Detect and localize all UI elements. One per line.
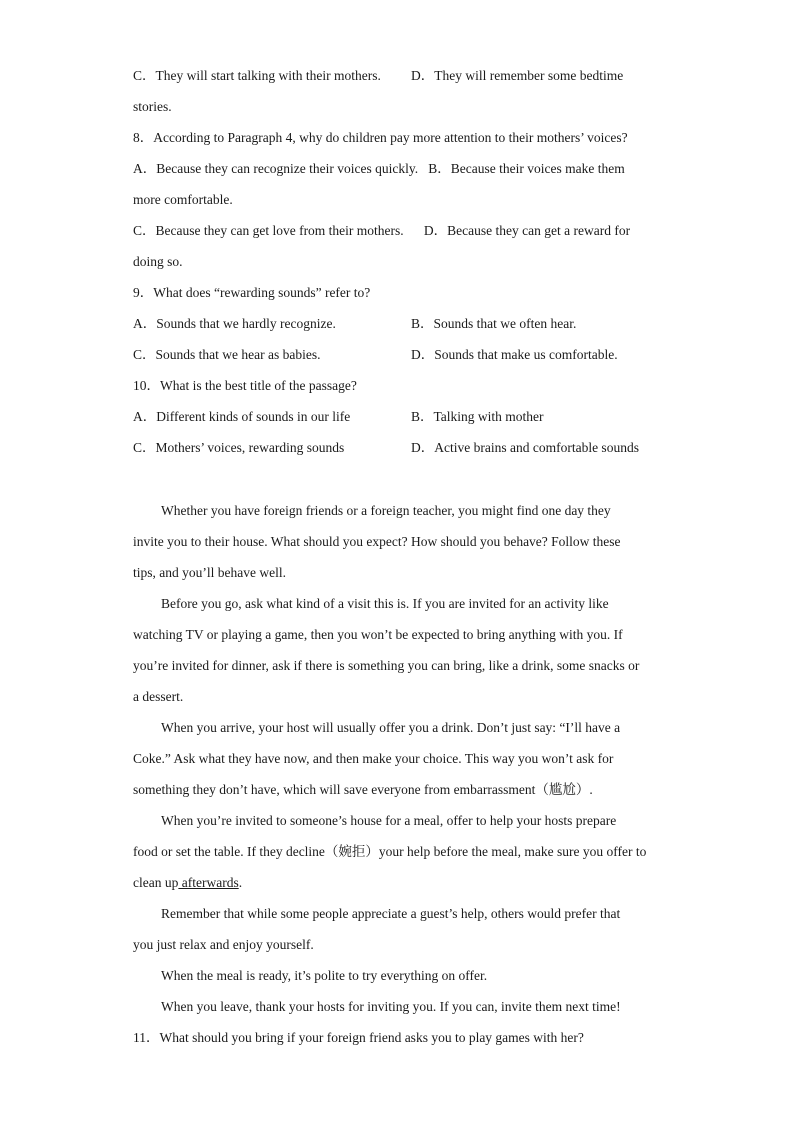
q8-option-b[interactable]: B．Because their voices make them (428, 161, 625, 176)
passage-p4-prefix: clean up (133, 875, 179, 890)
q9-options-ab (133, 308, 663, 339)
q8-option-a[interactable]: A．Because they can recognize their voices quickly. (133, 161, 419, 176)
q10-option-c[interactable]: C．Mothers’ voices, rewarding sounds (133, 440, 345, 455)
q8-option-d-cont: doing so. (133, 254, 183, 269)
section-gap (133, 463, 663, 495)
q9-question: 9．What does “rewarding sounds” refer to? (133, 285, 371, 300)
passage-p5-line: you just relax and enjoy yourself. (133, 937, 314, 952)
passage-p3-line: something they don’t have, which will save everyone from embarrassment（尴尬）. (133, 782, 593, 797)
q11-question: 11．What should you bring if your foreign friend asks you to play games with her? (133, 1030, 584, 1045)
passage-p1-line: tips, and you’ll behave well. (133, 565, 286, 580)
underlined-word-afterwards: afterwards (178, 875, 239, 890)
document-page (133, 60, 663, 1053)
passage-p4-suffix: . (238, 875, 243, 890)
passage-p2-line: a dessert. (133, 689, 184, 704)
passage-p5-line: Remember that while some people appreciate a guest’s help, others would prefer that (161, 906, 621, 921)
q10-options-cd (133, 432, 663, 463)
passage-p4-line: When you’re invited to someone’s house for a meal, offer to help your hosts prepare (161, 813, 617, 828)
q7-option-d-cont: stories. (133, 99, 172, 114)
passage (133, 495, 663, 1022)
passage-p2-line: Before you go, ask what kind of a visit this is. If you are invited for an activity like (161, 596, 609, 611)
q7-option-d[interactable]: D．They will remember some bedtime (411, 68, 624, 83)
q10-options-ab (133, 401, 663, 432)
q7-options-cd (133, 60, 663, 91)
passage-p6-line: When the meal is ready, it’s polite to try everything on offer. (161, 968, 488, 983)
q10-option-a[interactable]: A．Different kinds of sounds in our life (133, 409, 351, 424)
q9-option-a[interactable]: A．Sounds that we hardly recognize. (133, 316, 336, 331)
q8-options-ab (133, 153, 663, 184)
q9-option-d[interactable]: D．Sounds that make us comfortable. (411, 347, 618, 362)
passage-p2-line: you’re invited for dinner, ask if there is something you can bring, like a drink, some snacks or (133, 658, 640, 673)
q10-option-d[interactable]: D．Active brains and comfortable sounds (411, 440, 639, 455)
q8-option-d[interactable]: D．Because they can get a reward for (423, 223, 631, 238)
passage-p3-line: Coke.” Ask what they have now, and then make your choice. This way you won’t ask for (133, 751, 614, 766)
q10-option-b[interactable]: B．Talking with mother (411, 409, 544, 424)
q8-option-c[interactable]: C．Because they can get love from their mothers. (133, 223, 404, 238)
q9-option-b[interactable]: B．Sounds that we often hear. (411, 316, 577, 331)
passage-p1-line: invite you to their house. What should you expect? How should you behave? Follow these (133, 534, 621, 549)
passage-p1-line: Whether you have foreign friends or a foreign teacher, you might find one day they (161, 503, 611, 518)
q8-options-cd (133, 215, 663, 246)
q10-question: 10．What is the best title of the passage? (133, 378, 357, 393)
q7-option-c[interactable]: C．They will start talking with their mothers. (133, 68, 381, 83)
passage-p4-last-line (133, 867, 663, 898)
q9-options-cd (133, 339, 663, 370)
q9-option-c[interactable]: C．Sounds that we hear as babies. (133, 347, 321, 362)
passage-p3-line: When you arrive, your host will usually offer you a drink. Don’t just say: “I’ll have a (161, 720, 621, 735)
q8-question: 8．According to Paragraph 4, why do children pay more attention to their mothers’ voices? (133, 130, 628, 145)
passage-p2-line: watching TV or playing a game, then you won’t be expected to bring anything with you. If (133, 627, 623, 642)
passage-p4-line: food or set the table. If they decline（婉拒）your help before the meal, make sure you offer to (133, 844, 647, 859)
passage-p7-line: When you leave, thank your hosts for inviting you. If you can, invite them next time! (161, 999, 621, 1014)
q8-option-b-cont: more comfortable. (133, 192, 233, 207)
